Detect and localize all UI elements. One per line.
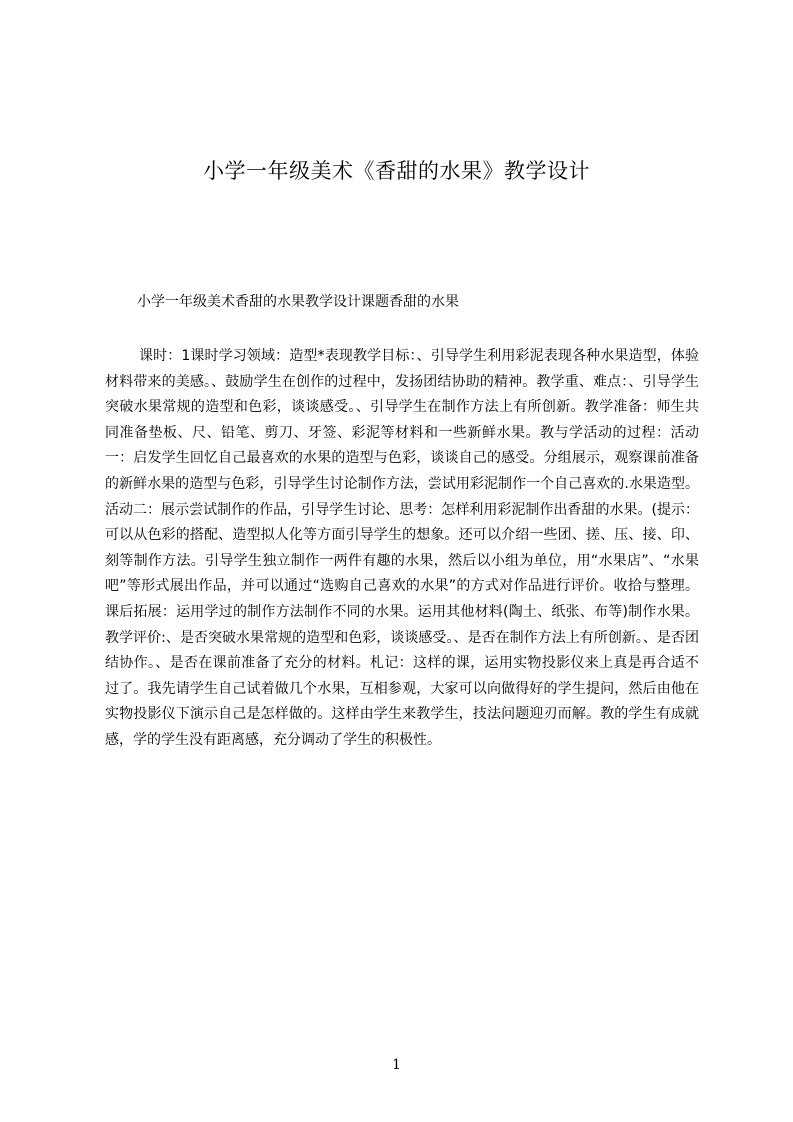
page-number: 1 (392, 1057, 401, 1073)
document-subtitle: 小学一年级美术香甜的水果教学设计课题香甜的水果 (137, 294, 459, 310)
document-title: 小学一年级美术《香甜的水果》教学设计 (203, 159, 590, 184)
document-body-paragraph: 课时：1课时学习领域：造型*表现教学目标：、引导学生利用彩泥表现各种水果造型，体验材料带来的美感。、鼓励学生在创作的过程中，发扬团结协助的精神。教学重、难点：、引导学生突破水果常规的造型和色彩，谈谈感受。、引导学生在制作方法上有所创新。教学准备：师生共同准备垫板、尺、铅笔、剪刀、牙签、彩泥等材料和一些新鲜水果。教与学活动的过程：活动一：启发学生回忆自己最喜欢的水果的造型与色彩，谈谈自己的感受。分组展示，观察课前准备的新鲜水果的造型与色彩，引导学生讨论制作方法，尝试用彩泥制作一个自己喜欢的.水果造型。活动二：展示尝试制作的作品，引导学生讨论、思考：怎样利用彩泥制作出香甜的水果。(提示：可以从色彩的搭配、造型拟人化等方面引导学生的想象。还可以介绍一些团、搓、压、接、印、刻等制作方法。引导学生独立制作一两件有趣的水果，然后以小组为单位，用“水果店”、“水果吧”等形式展出作品，并可以通过“选购自己喜欢的水果”的方式对作品进行评价。收拾与整理。课后拓展：运用学过的制作方法制作不同的水果。运用其他材料(陶土、纸张、布等)制作水果。教学评价:、是否突破水果常规的造型和色彩，谈谈感受。、是否在制作方法上有所创新。、是否团结协作。、是否在课前准备了充分的材料。札记：这样的课，运用实物投影仪来上真是再合适不过了。我先请学生自己试着做几个水果，互相参观，大家可以向做得好的学生提问，然后由他在实物投影仪下演示自己是怎样做的。这样由学生来教学生，技法问题迎刃而解。教的学生有成就感，学的学生没有距离感，充分调动了学生的积极性。 (105, 348, 699, 748)
